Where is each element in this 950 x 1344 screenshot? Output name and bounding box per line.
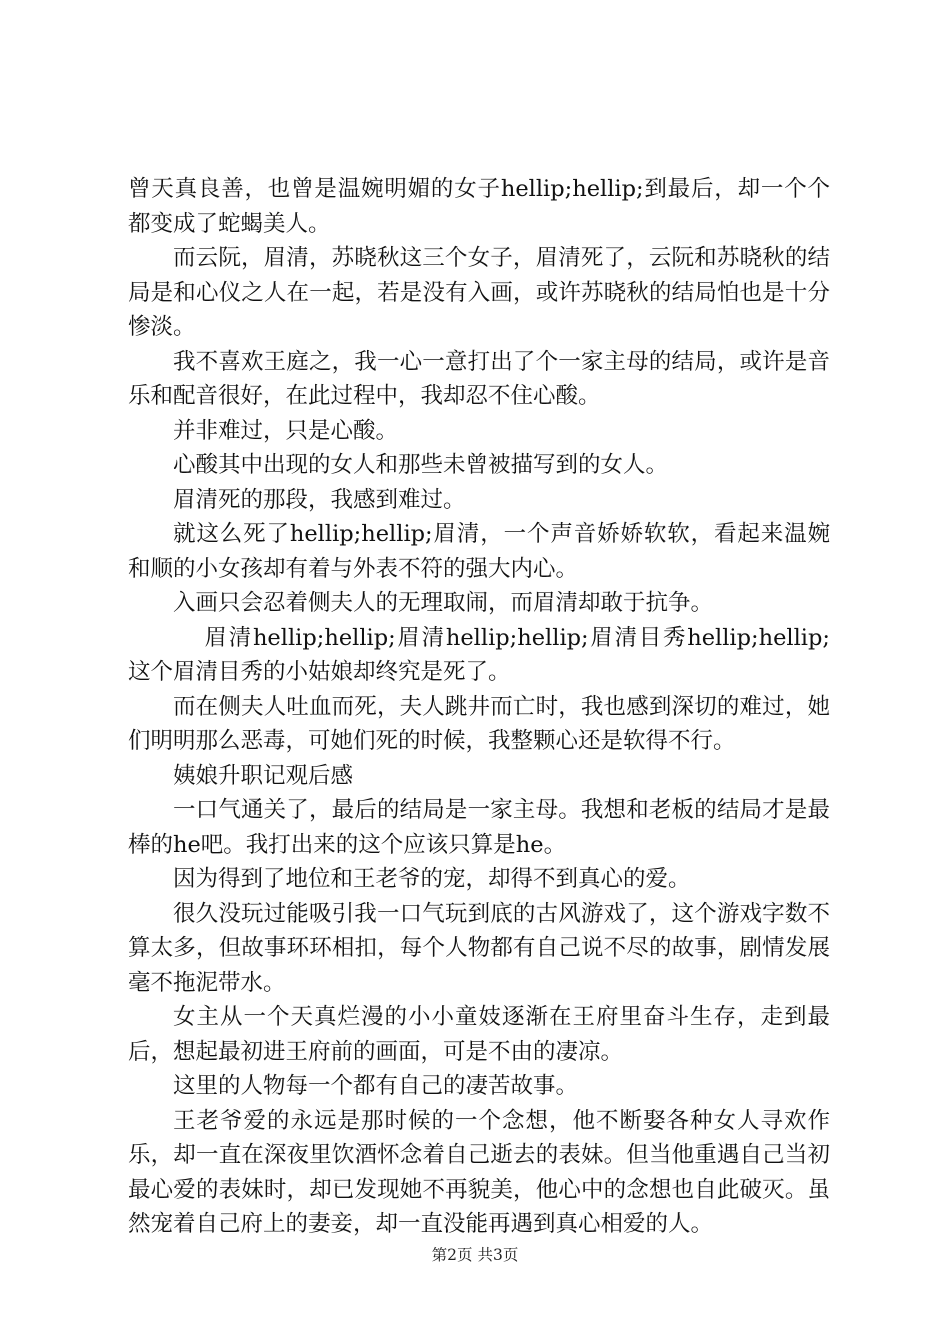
paragraph-4: 并非难过，只是心酸。 bbox=[173, 417, 399, 444]
paragraph-6: 眉清死的那段，我感到难过。 bbox=[173, 486, 466, 513]
paragraph-12: 一口气通关了，最后的结局是一家主母。我想和老板的结局才是最棒的he吧。我打出来的这个应该只算是he。 bbox=[128, 797, 830, 858]
paragraph-3: 我不喜欢王庭之，我一心一意打出了个一家主母的结局，或许是音乐和配音很好，在此过程中，我却忍不住心酸。 bbox=[128, 348, 830, 409]
page-number-footer: 第2页 共3页 bbox=[431, 1246, 519, 1264]
paragraph-5: 心酸其中出现的女人和那些未曾被描写到的女人。 bbox=[173, 452, 669, 478]
paragraph-9: 眉清hellip;hellip;眉清hellip;hellip;眉清目秀hellip;hellip;这个眉清目秀的小姑娘却终究是死了。 bbox=[128, 624, 830, 685]
paragraph-16: 这里的人物每一个都有自己的凄苦故事。 bbox=[173, 1073, 579, 1099]
paragraph-1: 曾天真良善，也曾是温婉明媚的女子hellip;hellip;到最后，却一个个都变成了蛇蝎美人。 bbox=[128, 176, 830, 237]
paragraph-14: 很久没玩过能吸引我一口气玩到底的古风游戏了，这个游戏字数不算太多，但故事环环相扣，每个人物都有自己说不尽的故事，剧情发展毫不拖泥带水。 bbox=[128, 900, 830, 996]
document-body bbox=[128, 172, 830, 1242]
paragraph-2: 而云阮，眉清，苏晓秋这三个女子，眉清死了，云阮和苏晓秋的结局是和心仪之人在一起，若是没有入画，或许苏晓秋的结局怕也是十分惨淡。 bbox=[128, 245, 830, 340]
paragraph-17: 王老爷爱的永远是那时候的一个念想，他不断娶各种女人寻欢作乐，却一直在深夜里饮酒怀念着自己逝去的表妹。但当他重遇自己当初最心爱的表妹时，却已发现她不再貌美，他心中的念想也自此破灭。虽然宠着自己府上的妻妾，却一直没能再遇到真心相爱的人。 bbox=[128, 1107, 830, 1237]
paragraph-13: 因为得到了地位和王老爷的宠，却得不到真心的爱。 bbox=[173, 866, 691, 892]
paragraph-15: 女主从一个天真烂漫的小小童妓逐渐在王府里奋斗生存，走到最后，想起最初进王府前的画面，可是不由的凄凉。 bbox=[128, 1004, 830, 1065]
paragraph-7: 就这么死了hellip;hellip;眉清，一个声音娇娇软软，看起来温婉和顺的小女孩却有着与外表不符的强大内心。 bbox=[128, 521, 830, 582]
paragraph-10: 而在侧夫人吐血而死，夫人跳井而亡时，我也感到深切的难过，她们明明那么恶毒，可她们死的时候，我整颗心还是软得不行。 bbox=[128, 693, 830, 754]
paragraph-8: 入画只会忍着侧夫人的无理取闹，而眉清却敢于抗争。 bbox=[173, 590, 714, 616]
section-heading: 姨娘升职记观后感 bbox=[173, 762, 354, 789]
